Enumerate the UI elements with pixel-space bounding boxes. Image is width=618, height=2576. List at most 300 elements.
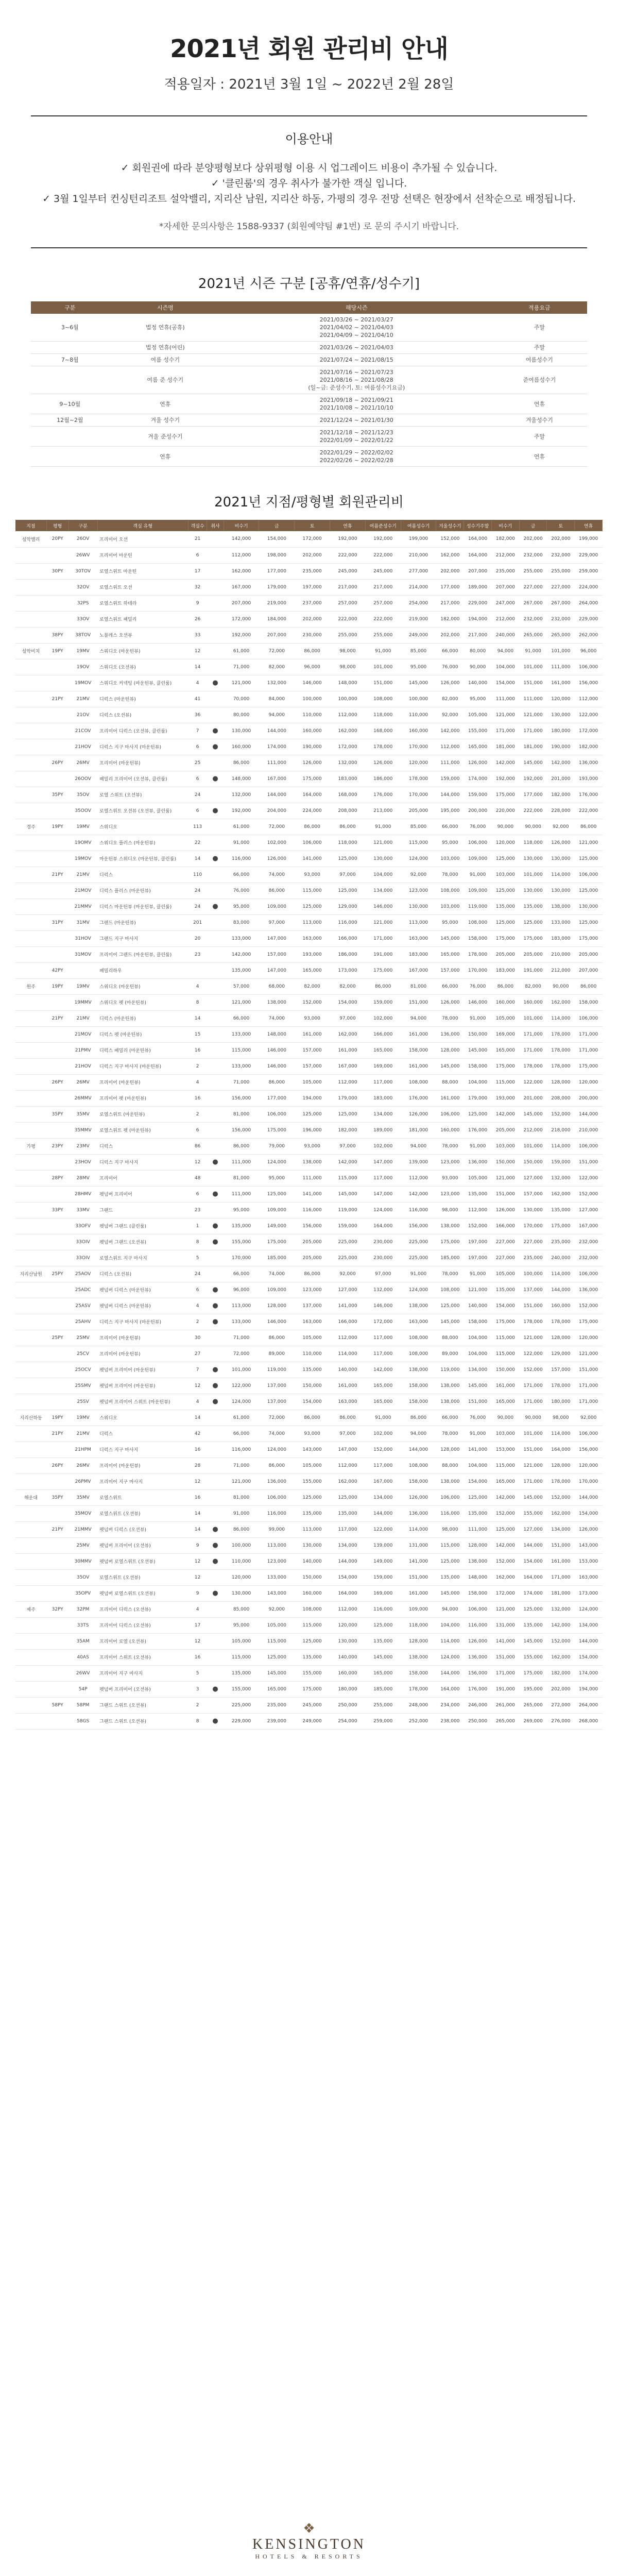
fee-cell: 86,000 (295, 819, 330, 835)
fee-cell: 130,000 (547, 707, 575, 723)
table-row (15, 1473, 603, 1489)
table-row (15, 1378, 603, 1394)
fee-cell: 111,000 (519, 691, 547, 707)
fee-cell: 170,000 (464, 962, 492, 978)
fee-cell: 134,000 (547, 1521, 575, 1537)
fee-cell: 147,000 (365, 1186, 401, 1202)
fee-cell: 135,000 (330, 1505, 366, 1521)
fee-cell: 98,000 (436, 1521, 464, 1537)
fee-cell: 265,000 (519, 627, 547, 643)
fee-cell: 181,000 (519, 739, 547, 755)
fee-cell: 175,000 (259, 1234, 295, 1250)
kensington-crest-icon: ❖ (303, 2521, 315, 2536)
fee-cell (15, 1649, 46, 1665)
fee-cell: 106,000 (295, 835, 330, 851)
fee-cell: 74,000 (259, 867, 295, 883)
fee-cell: 140,000 (464, 675, 492, 691)
fee-cell: 21MMV (68, 899, 97, 914)
fee-cell: 112,000 (464, 1202, 492, 1218)
fee-cell: 179,000 (330, 1090, 366, 1106)
fee-cell: 174,000 (464, 771, 492, 787)
table-row (15, 691, 603, 707)
fee-cell: 74,000 (259, 1426, 295, 1442)
fee-cell: 85,000 (224, 1601, 259, 1617)
fee-cell: 127,000 (519, 1521, 547, 1537)
season-cell (31, 366, 109, 394)
table-row (15, 1585, 603, 1601)
fee-cell (46, 835, 68, 851)
fee-cell: 145,000 (436, 1314, 464, 1330)
fee-cell: 104,000 (436, 1617, 464, 1633)
fee-cell: 142,000 (547, 755, 575, 771)
fee-cell: 114,000 (547, 1266, 575, 1282)
table-row (15, 723, 603, 739)
fee-cell: 로열 스위트 (오션뷰) (97, 787, 188, 803)
cooking-dot: ● (207, 1394, 224, 1410)
fee-cell: 9 (188, 1537, 207, 1553)
fee-cell: 172,000 (224, 611, 259, 627)
fee-cell: 105,000 (295, 1330, 330, 1346)
fee-cell: 169,000 (365, 1058, 401, 1074)
cooking-dot (207, 819, 224, 835)
fee-cell: 158,000 (401, 1042, 436, 1058)
fee-cell: 167,000 (259, 771, 295, 787)
fee-cell (15, 1090, 46, 1106)
fee-cell: 234,000 (436, 1697, 464, 1713)
table-row (15, 579, 603, 595)
fee-cell: 108,000 (464, 914, 492, 930)
fee-cell: 펫넘버 로열스위트 (오션뷰) (97, 1553, 188, 1569)
fee-cell: 229,000 (575, 611, 603, 627)
fee-cell: 105,000 (491, 1266, 519, 1282)
fee-cell: 152,000 (365, 1442, 401, 1458)
fee-cell: 175,000 (575, 1058, 603, 1074)
fee-cell: 12 (188, 643, 207, 659)
fee-cell: 192,000 (519, 771, 547, 787)
fee-cell: 6 (188, 1282, 207, 1298)
table-row (15, 1410, 603, 1426)
fee-cell: 227,000 (547, 579, 575, 595)
fee-cell: 28 (188, 1458, 207, 1473)
fee-cell: 202,000 (295, 611, 330, 627)
table-row (15, 1426, 603, 1442)
fee-cell: 121,000 (519, 1458, 547, 1473)
fees-header-cell: 여름성수기 (401, 520, 436, 531)
fee-cell: 48 (188, 1170, 207, 1186)
fee-cell: 132,000 (330, 755, 366, 771)
fee-cell: 101,000 (365, 659, 401, 675)
fee-cell: 141,000 (295, 1186, 330, 1202)
fee-cell: 110,000 (401, 707, 436, 723)
fee-cell: 121,000 (224, 675, 259, 691)
fee-cell (46, 994, 68, 1010)
fee-cell: 126,000 (575, 1521, 603, 1537)
fee-cell (15, 1202, 46, 1218)
fee-cell: 111,000 (224, 1186, 259, 1202)
cooking-dot: ● (207, 1154, 224, 1170)
fee-cell: 265,000 (547, 627, 575, 643)
fee-cell: 130,000 (575, 899, 603, 914)
fee-cell: 190,000 (547, 739, 575, 755)
fee-cell: 31MV (68, 914, 97, 930)
table-row (15, 1090, 603, 1106)
fee-cell: 185,000 (436, 1250, 464, 1266)
fee-cell: 21PY (46, 867, 68, 883)
fee-cell: 205,000 (295, 1250, 330, 1266)
fee-cell: 175,000 (491, 930, 519, 946)
fee-cell: 186,000 (365, 771, 401, 787)
fee-cell: 235,000 (519, 1250, 547, 1266)
fee-cell: 24 (188, 883, 207, 899)
fee-cell: 58PM (68, 1697, 97, 1713)
fee-cell: 120,000 (575, 1330, 603, 1346)
fee-cell: 26OV (68, 531, 97, 547)
fee-cell (46, 1473, 68, 1489)
fee-cell (46, 595, 68, 611)
fee-cell: 86,000 (224, 1138, 259, 1154)
fee-cell (15, 1442, 46, 1458)
fee-cell: 82,000 (519, 978, 547, 994)
table-row (15, 659, 603, 675)
fee-cell: 경주 (15, 819, 46, 835)
fee-cell: 222,000 (330, 611, 366, 627)
fee-cell (15, 1154, 46, 1170)
fee-cell: 103,000 (436, 899, 464, 914)
fee-cell: 158,000 (401, 1473, 436, 1489)
table-row (15, 1458, 603, 1473)
fee-cell: 95,000 (224, 899, 259, 914)
fee-cell: 76,000 (464, 819, 492, 835)
cooking-dot (207, 531, 224, 547)
fee-cell: 177,000 (259, 563, 295, 579)
fee-cell: 104,000 (365, 867, 401, 883)
fee-cell: 38TOV (68, 627, 97, 643)
fee-cell (15, 1553, 46, 1569)
fee-cell: 33TS (68, 1617, 97, 1633)
fee-cell (15, 611, 46, 627)
fees-header-cell: 여름준성수기 (365, 520, 401, 531)
fee-cell: 207,000 (491, 579, 519, 595)
fee-cell: 128,000 (547, 1074, 575, 1090)
fee-cell: 31HOV (68, 930, 97, 946)
fee-cell (15, 1106, 46, 1122)
cooking-dot (207, 1426, 224, 1442)
cooking-dot (207, 835, 224, 851)
season-cell: 연휴 (492, 394, 587, 414)
fee-cell (15, 867, 46, 883)
fee-cell: 235,000 (259, 1697, 295, 1713)
fee-cell: 142,000 (547, 1617, 575, 1633)
fee-cell: 151,000 (401, 994, 436, 1010)
fee-cell: 197,000 (295, 579, 330, 595)
fee-cell: 25AHV (68, 1314, 97, 1330)
fee-cell: 21PY (46, 1426, 68, 1442)
fee-cell: 259,000 (365, 1713, 401, 1729)
fee-cell: 그랜드 스위트 (오션뷰) (97, 1713, 188, 1729)
fee-cell: 114,000 (547, 1010, 575, 1026)
fee-cell: 240,000 (547, 1250, 575, 1266)
fee-cell: 166,000 (330, 930, 366, 946)
fee-cell: 147,000 (259, 930, 295, 946)
fee-cell: 181,000 (401, 1122, 436, 1138)
fee-cell: 26PY (46, 1458, 68, 1473)
fee-cell: 마운틴뷰 스위디오 (마운틴뷰, 클린룸) (97, 851, 188, 867)
fee-cell: 25ASV (68, 1298, 97, 1314)
fee-cell: 21MOV (68, 883, 97, 899)
fee-cell: 217,000 (330, 579, 366, 595)
fee-cell: 154,000 (330, 1569, 366, 1585)
fee-cell (46, 1505, 68, 1521)
table-row (15, 883, 603, 899)
fee-cell: 145,000 (519, 1489, 547, 1505)
fee-cell: 111,000 (295, 1170, 330, 1186)
fee-cell: 136,000 (401, 1505, 436, 1521)
fee-cell: 25ADC (68, 1282, 97, 1298)
fee-cell (15, 835, 46, 851)
fee-cell: 151,000 (519, 675, 547, 691)
table-row (15, 1362, 603, 1378)
fee-cell: 26PY (46, 1074, 68, 1090)
fee-cell (15, 739, 46, 755)
fee-cell: 142,000 (491, 1537, 519, 1553)
fee-cell: 35MOV (68, 1505, 97, 1521)
fee-cell: 157,000 (295, 1058, 330, 1074)
fee-cell: 196,000 (295, 1122, 330, 1138)
fee-cell: 펫넘버 그랜드 (오션뷰) (97, 1234, 188, 1250)
fee-cell: 171,000 (575, 1042, 603, 1058)
fee-cell: 162,000 (547, 1649, 575, 1665)
cooking-dot: ● (207, 1234, 224, 1250)
fee-cell: 90,000 (464, 659, 492, 675)
fee-cell: 154,000 (491, 675, 519, 691)
cooking-dot: ● (207, 1298, 224, 1314)
fee-cell: 로열스위트 (오션뷰) (97, 1569, 188, 1585)
fee-cell (46, 1058, 68, 1074)
fee-cell: 144,000 (575, 1489, 603, 1505)
fee-cell: 스위디오 (97, 1410, 188, 1426)
fee-cell: 38PY (46, 627, 68, 643)
period-text: 적용일자 : 2021년 3월 1일 ~ 2022년 2월 28일 (164, 77, 454, 92)
fees-header-cell: 비수기 (491, 520, 519, 531)
fee-cell: 9 (188, 595, 207, 611)
fee-cell: 160,000 (224, 739, 259, 755)
fee-cell: 126,000 (464, 1633, 492, 1649)
fee-cell: 98,000 (330, 643, 366, 659)
cooking-dot (207, 914, 224, 930)
fee-cell: 117,000 (365, 1170, 401, 1186)
divider (31, 247, 587, 248)
fee-cell: 128,000 (259, 1298, 295, 1314)
fees-header-cell: 성수기주말 (464, 520, 492, 531)
fee-cell: 145,000 (436, 1058, 464, 1074)
season-cell: 겨울 준성수기 (109, 427, 221, 447)
fee-cell: 115,000 (295, 1617, 330, 1633)
fee-cell: 84,000 (259, 691, 295, 707)
fee-cell: 182,000 (491, 531, 519, 547)
fee-cell: 112,000 (330, 1458, 366, 1473)
fees-header-cell: 객실수 (188, 520, 207, 531)
fee-cell: 35MV (68, 1489, 97, 1505)
fee-cell: 170,000 (224, 1250, 259, 1266)
fee-cell: 160,000 (436, 1122, 464, 1138)
fee-cell: 82,000 (330, 978, 366, 994)
fee-cell: 디럭스 (오션뷰) (97, 707, 188, 723)
fee-cell: 패밀리 프리미어 (오션뷰, 클린룸) (97, 771, 188, 787)
fee-cell (46, 1346, 68, 1362)
fee-cell: 114,000 (436, 1633, 464, 1649)
fees-header-cell: 겨울성수기 (436, 520, 464, 531)
fee-cell: 8 (188, 1234, 207, 1250)
fee-cell: 259,000 (575, 563, 603, 579)
fee-cell: 26WV (68, 1665, 97, 1681)
fee-cell: 255,000 (330, 627, 366, 643)
fee-cell: 95,000 (436, 914, 464, 930)
fee-cell: 21MMV (68, 1521, 97, 1537)
fee-cell: 스위디오 커넥팅 (마운틴뷰, 클린룸) (97, 675, 188, 691)
fee-cell: 23 (188, 946, 207, 962)
fee-cell (46, 1378, 68, 1394)
fee-cell: 35AM (68, 1633, 97, 1649)
fee-cell: 26MMV (68, 1090, 97, 1106)
fee-cell: 100,000 (224, 1537, 259, 1553)
fee-cell: 227,000 (491, 1250, 519, 1266)
fee-cell: 163,000 (575, 1569, 603, 1585)
fee-cell: 100,000 (330, 691, 366, 707)
fee-cell: 269,000 (519, 1713, 547, 1729)
fee-cell: 136,000 (259, 1473, 295, 1489)
fee-cell: 138,000 (547, 899, 575, 914)
fee-cell: 6 (188, 739, 207, 755)
fee-cell: 202,000 (436, 627, 464, 643)
fee-cell: 205,000 (491, 946, 519, 962)
fee-cell: 프리미어 (마운틴뷰) (97, 755, 188, 771)
fee-cell: 120,000 (330, 1617, 366, 1633)
fee-cell: 7 (188, 723, 207, 739)
cooking-dot (207, 1042, 224, 1058)
fee-cell: 121,000 (575, 835, 603, 851)
fee-cell: 146,000 (259, 1058, 295, 1074)
fee-cell: 123,000 (295, 1282, 330, 1298)
fee-cell: 169,000 (365, 1585, 401, 1601)
fee-cell: 118,000 (519, 835, 547, 851)
fee-cell (15, 771, 46, 787)
fee-cell: 2 (188, 1058, 207, 1074)
fee-cell: 191,000 (365, 946, 401, 962)
table-row (15, 1058, 603, 1074)
fee-cell: 35MMV (68, 1122, 97, 1138)
fee-cell: 125,000 (365, 1617, 401, 1633)
fee-cell: 노블레스 오션뷰 (97, 627, 188, 643)
fee-cell: 277,000 (401, 563, 436, 579)
fee-cell (15, 563, 46, 579)
fee-cell: 168,000 (330, 787, 366, 803)
fee-cell: 180,000 (547, 723, 575, 739)
fee-cell: 76,000 (436, 659, 464, 675)
fee-cell: 103,000 (491, 1138, 519, 1154)
fee-cell: 94,000 (401, 1426, 436, 1442)
cooking-dot (207, 1697, 224, 1713)
fee-cell: 130,000 (547, 883, 575, 899)
fee-cell: 스위디오 (마운틴뷰) (97, 643, 188, 659)
fee-cell: 25SMV (68, 1378, 97, 1394)
fee-cell: 146,000 (295, 675, 330, 691)
fee-cell: 162,000 (224, 563, 259, 579)
fee-cell: 135,000 (464, 1186, 492, 1202)
fee-cell: 86,000 (259, 1458, 295, 1473)
fee-cell: 232,000 (519, 547, 547, 563)
season-header-cell: 시즌명 (109, 301, 221, 314)
fee-cell: 144,000 (519, 1537, 547, 1553)
fee-cell: 15 (188, 1026, 207, 1042)
fee-cell: 92,000 (259, 1601, 295, 1617)
fee-cell: 154,000 (464, 1473, 492, 1489)
fee-cell: 25SV (68, 1394, 97, 1410)
fee-cell: 224,000 (575, 579, 603, 595)
cooking-dot (207, 1410, 224, 1426)
fee-cell: 그랜드 (97, 1202, 188, 1218)
fee-cell: 261,000 (491, 1697, 519, 1713)
fee-cell: 126,000 (464, 755, 492, 771)
fees-title: 2021년 지점/평형별 회원관리비 (214, 495, 404, 510)
fee-cell: 106,000 (464, 1601, 492, 1617)
cooking-dot (207, 1010, 224, 1026)
fee-cell: 프리미어 로열 (오션뷰) (97, 1633, 188, 1649)
fee-cell: 130,000 (519, 883, 547, 899)
table-row (15, 1298, 603, 1314)
fee-cell (15, 1473, 46, 1489)
fees-header-cell: 객실 유형 (97, 520, 188, 531)
fee-cell: 184,000 (259, 611, 295, 627)
fee-cell: 145,000 (464, 1378, 492, 1394)
fee-cell: 23MV (68, 1138, 97, 1154)
fee-cell: 250,000 (330, 1697, 366, 1713)
fee-cell (15, 1537, 46, 1553)
fee-cell (46, 1633, 68, 1649)
fee-cell: 171,000 (519, 1394, 547, 1410)
fee-cell: 86,000 (575, 819, 603, 835)
fee-cell: 33MV (68, 1202, 97, 1218)
table-row (15, 930, 603, 946)
fee-cell: 186,000 (330, 946, 366, 962)
fee-cell: 디럭스 지구 마사지 (97, 1442, 188, 1458)
fee-cell: 로열스위트 (오션뷰) (97, 1505, 188, 1521)
fee-cell: 116,000 (365, 1601, 401, 1617)
fee-cell: 174,000 (575, 1665, 603, 1681)
season-cell: 2021/09/18 ~ 2021/09/21 2021/10/08 ~ 2021/10/10 (221, 394, 492, 414)
cooking-dot (207, 978, 224, 994)
fee-cell: 스위디오 플러스 (마운틴뷰) (97, 835, 188, 851)
fee-cell: 146,000 (259, 1042, 295, 1058)
fee-cell: 135,000 (295, 1362, 330, 1378)
fee-cell: 135,000 (436, 1569, 464, 1585)
fee-cell: 118,000 (365, 707, 401, 723)
fee-cell: 54P (68, 1681, 97, 1697)
fee-cell: 21PY (46, 1521, 68, 1537)
fee-cell: 189,000 (365, 1122, 401, 1138)
fee-cell: 102,000 (365, 1426, 401, 1442)
fee-cell: 140,000 (330, 1362, 366, 1378)
fee-cell: 지리산남원 (15, 1266, 46, 1282)
fee-cell: 펫넘버 그랜드 (클린룸) (97, 1218, 188, 1234)
fee-cell: 165,000 (295, 962, 330, 978)
season-cell: 9~10월 (31, 394, 109, 414)
fee-cell: 90,000 (519, 1410, 547, 1426)
fee-cell: 그랜드 지구 마사지 (97, 930, 188, 946)
fee-cell: 134,000 (365, 1106, 401, 1122)
fee-cell: 142,000 (330, 1154, 366, 1170)
fee-cell: 94,000 (401, 1138, 436, 1154)
fee-cell: 136,000 (436, 1026, 464, 1042)
